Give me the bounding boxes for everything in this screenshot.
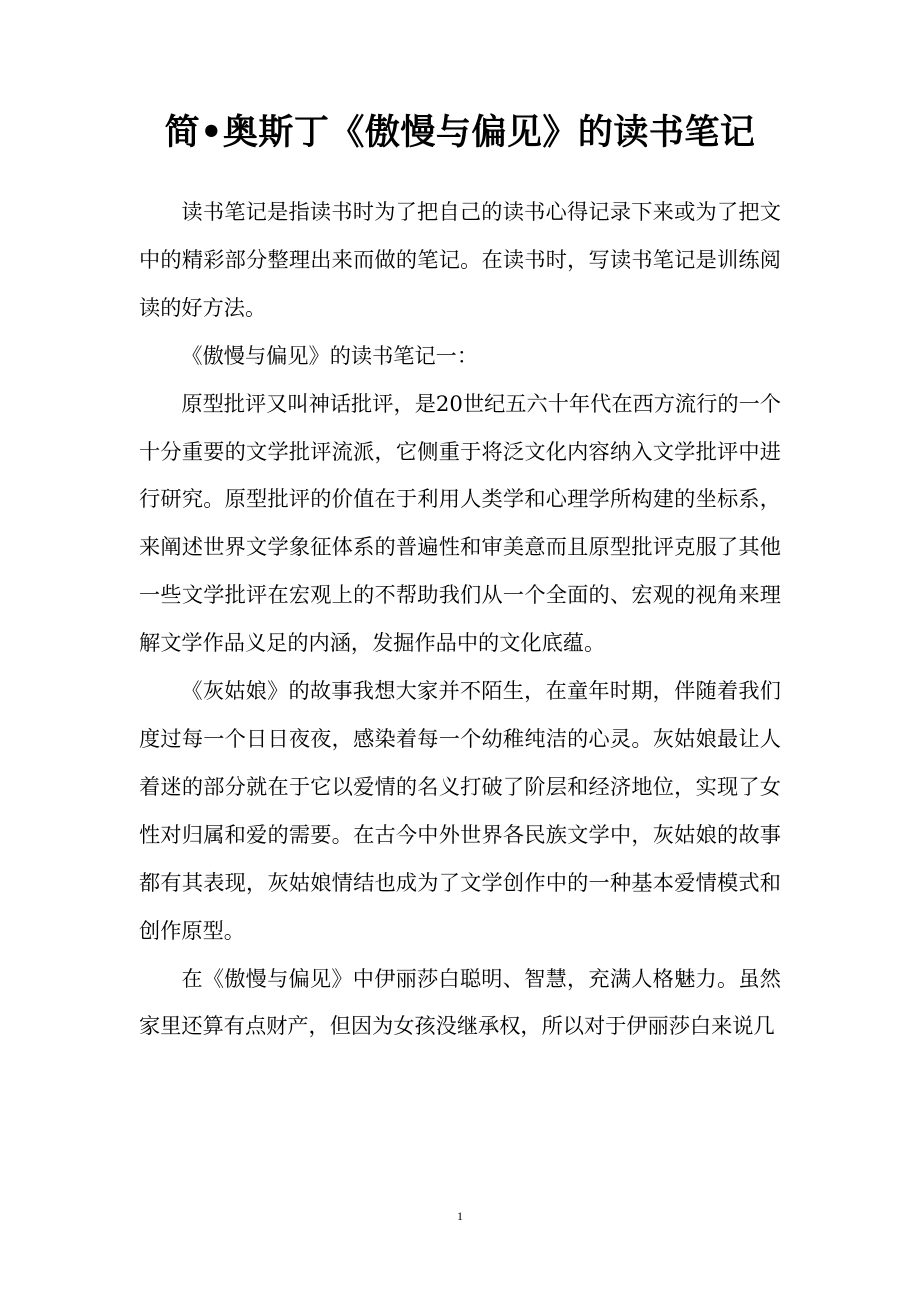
paragraph-elizabeth: 在《傲慢与偏见》中伊丽莎白聪明、智慧，充满人格魅力。虽然家里还算有点财产，但因为女孩没继承权，所以对于伊丽莎白来说几 <box>139 965 781 1039</box>
page-number: 1 <box>457 1209 463 1223</box>
paragraph-intro: 读书笔记是指读书时为了把自己的读书心得记录下来或为了把文中的精彩部分整理出来而做的笔记。在读书时，写读书笔记是训练阅读的好方法。 <box>139 199 781 320</box>
paragraph-note-heading: 《傲慢与偏见》的读书笔记一： <box>181 342 479 368</box>
paragraph-archetype-criticism: 原型批评又叫神话批评，是20世纪五六十年代在西方流行的一个十分重要的文学批评流派，它侧重于将泛文化内容纳入文学批评中进行研究。原型批评的价值在于利用人类学和心理学所构建的坐标系，来阐述世界文学象征体系的普遍性和审美意而且原型批评克服了其他一些文学批评在宏观上的不帮助我们从一个全面的、宏观的视角来理解文学作品义足的内涵，发掘作品中的文化底蕴。 <box>139 390 781 656</box>
paragraph-cinderella: 《灰姑娘》的故事我想大家并不陌生，在童年时期，伴随着我们度过每一个日日夜夜，感染着每一个幼稚纯洁的心灵。灰姑娘最让人着迷的部分就在于它以爱情的名义打破了阶层和经济地位，实现了女性对归属和爱的需要。在古今中外世界各民族文学中，灰姑娘的故事都有其表现，灰姑娘情结也成为了文学创作中的一种基本爱情模式和创作原型。 <box>139 678 781 943</box>
document-body <box>139 188 781 1050</box>
document-title: 简•奥斯丁《傲慢与偏见》的读书笔记 <box>164 113 756 153</box>
